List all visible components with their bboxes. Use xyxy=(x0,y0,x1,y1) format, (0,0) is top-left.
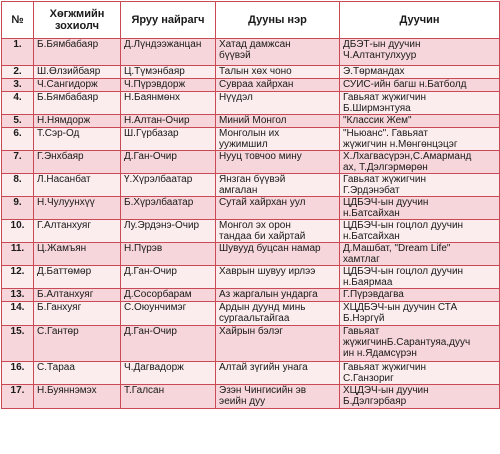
singer-cell-line: н.Батсайхан xyxy=(343,231,400,242)
singer-cell xyxy=(340,302,500,326)
singer-cell-line: Б.Дэлгэрбаяр xyxy=(343,396,407,407)
composer-cell-line: Б.Бямбабаяр xyxy=(37,39,99,50)
singer-cell-line: ДБЭТ-ын дуучин xyxy=(343,39,421,50)
composer-cell xyxy=(34,128,121,151)
poet-cell xyxy=(121,326,216,362)
composer-cell xyxy=(34,243,121,266)
table-row xyxy=(2,243,500,266)
singer-cell xyxy=(340,115,500,128)
singer-cell-line: ХЦДЭЧ-ын дуучин xyxy=(343,385,429,396)
composer-cell xyxy=(34,326,121,362)
poet-cell-line: Д.Ган-Очир xyxy=(124,266,177,277)
singer-cell-line: Гавьяат жүжигчин xyxy=(343,174,426,185)
composer-cell-line: Б.Алтанхуяг xyxy=(37,289,94,300)
singer-cell xyxy=(340,385,500,409)
poet-cell xyxy=(121,66,216,79)
row-number-cell: 2. xyxy=(2,66,34,79)
poet-cell-line: С.Оюунчимэг xyxy=(124,302,187,313)
composer-cell xyxy=(34,289,121,302)
header-poet: Яруу найрагч xyxy=(121,2,216,39)
table-row xyxy=(2,66,500,79)
poet-cell xyxy=(121,128,216,151)
singer-cell xyxy=(340,128,500,151)
singer-cell-line: ах, Т.Дэлгэрмөрөн xyxy=(343,162,428,173)
table-row xyxy=(2,302,500,326)
table-row xyxy=(2,115,500,128)
singer-cell-line: жүжигчинБ.Сарантуяа,дууч xyxy=(343,337,471,348)
table-row xyxy=(2,39,500,66)
singer-cell-line: "Ньюанс". Гавьяат xyxy=(343,128,428,139)
singer-cell-line: н.Батсайхан xyxy=(343,208,400,219)
singer-cell-line: хамтлаг xyxy=(343,254,380,265)
composer-cell xyxy=(34,197,121,220)
singer-cell xyxy=(340,326,500,362)
singer-cell-line: Ч.Алтантулхуур xyxy=(343,50,417,61)
poet-cell xyxy=(121,362,216,385)
poet-cell xyxy=(121,266,216,289)
song-title-cell-line: Сутай хайрхан уул xyxy=(219,197,306,208)
poet-cell-line: Ү.Хүрэлбаатар xyxy=(124,174,193,185)
header-composer: Хөгжмийн зохиолч xyxy=(34,2,121,39)
song-title-cell xyxy=(216,302,340,326)
row-number-cell: 14. xyxy=(2,302,34,326)
row-number-cell: 10. xyxy=(2,220,34,243)
song-title-cell xyxy=(216,243,340,266)
song-title-cell-line: Талын хөх чоно xyxy=(219,66,292,77)
singer-cell-line: ЦДБЭЧ-ын дуучин xyxy=(343,197,429,208)
poet-cell xyxy=(121,220,216,243)
singer-cell-line: Э.Төрмандах xyxy=(343,66,405,77)
singer-cell-line: СУИС-ийн багш н.Батболд xyxy=(343,79,467,90)
row-number-cell: 7. xyxy=(2,151,34,174)
song-title-cell xyxy=(216,266,340,289)
composer-cell-line: Н.Чулуунхүү xyxy=(37,197,95,208)
composer-cell-line: Л.Насанбат xyxy=(37,174,91,185)
composer-cell-line: Н.Нямдорж xyxy=(37,115,91,126)
singer-cell xyxy=(340,174,500,197)
row-number-cell: 9. xyxy=(2,197,34,220)
table-row xyxy=(2,362,500,385)
song-title-cell-line: Миний Монгол xyxy=(219,115,287,126)
table-row xyxy=(2,326,500,362)
composer-cell xyxy=(34,151,121,174)
singer-cell-line: Г.Пүрэвдагва xyxy=(343,289,404,300)
song-title-cell xyxy=(216,174,340,197)
poet-cell-line: Н.Баянмөнх xyxy=(124,92,181,103)
song-title-cell xyxy=(216,39,340,66)
poet-cell-line: Д.Лүндээжанцан xyxy=(124,39,202,50)
singer-cell-line: ЦДБЭЧ-ын гоцлол дуучин xyxy=(343,266,464,277)
poet-cell-line: Н.Алтан-Очир xyxy=(124,115,190,126)
singer-cell-line: Х.Лхагвасүрэн,С.Амарманд xyxy=(343,151,472,162)
song-title-cell xyxy=(216,128,340,151)
table-row xyxy=(2,92,500,115)
song-title-cell-line: сургаальтайгаа xyxy=(219,313,290,324)
poet-cell-line: Ц.Түмэнбаяр xyxy=(124,66,185,77)
composer-cell xyxy=(34,92,121,115)
song-title-cell-line: бүүвэй xyxy=(219,50,251,61)
composer-cell-line: Т.Сэр-Од xyxy=(37,128,80,139)
song-title-cell xyxy=(216,115,340,128)
singer-cell-line: Гавьяат жүжигчин xyxy=(343,362,426,373)
song-title-cell-line: Аз жаргалын ундарга xyxy=(219,289,318,300)
table-row xyxy=(2,128,500,151)
table-row xyxy=(2,220,500,243)
composer-cell xyxy=(34,266,121,289)
row-number-cell: 5. xyxy=(2,115,34,128)
row-number-cell: 17. xyxy=(2,385,34,409)
row-number-cell: 11. xyxy=(2,243,34,266)
composer-cell xyxy=(34,385,121,409)
composer-cell-line: Н.Буяннэмэх xyxy=(37,385,97,396)
singer-cell-line: Гавьяат xyxy=(343,326,380,337)
singer-cell xyxy=(340,197,500,220)
song-title-cell xyxy=(216,197,340,220)
poet-cell-line: Ш.Гүрбазар xyxy=(124,128,179,139)
singer-cell-line: Б.Ширмэнтуяа xyxy=(343,103,411,114)
poet-cell xyxy=(121,289,216,302)
poet-cell-line: Д.Ган-Очир xyxy=(124,326,177,337)
composer-cell-line: Б.Бямбабаяр xyxy=(37,92,99,103)
singer-cell xyxy=(340,151,500,174)
poet-cell xyxy=(121,39,216,66)
row-number-cell: 3. xyxy=(2,79,34,92)
composer-cell xyxy=(34,220,121,243)
singer-cell-line: ин н.Ядамсүрэн xyxy=(343,348,417,359)
header-singer: Дуучин xyxy=(340,2,500,39)
singer-cell-line: С.Ганзориг xyxy=(343,373,394,384)
song-title-cell-line: Монгол эх орон xyxy=(219,220,291,231)
table-row xyxy=(2,174,500,197)
composer-cell-line: С.Гантөр xyxy=(37,326,79,337)
song-title-cell-line: Нүүдэл xyxy=(219,92,253,103)
composer-cell xyxy=(34,79,121,92)
composer-cell-line: Б.Ганхуяг xyxy=(37,302,82,313)
poet-cell xyxy=(121,197,216,220)
song-title-cell-line: Шувууд буцсан намар xyxy=(219,243,321,254)
singer-cell-line: "Классик Жем" xyxy=(343,115,412,126)
song-title-cell xyxy=(216,385,340,409)
poet-cell-line: Т.Галсан xyxy=(124,385,165,396)
poet-cell-line: Ч.Пүрэвдорж xyxy=(124,79,186,90)
singer-cell-line: н.Баярмаа xyxy=(343,277,393,288)
composer-cell-line: С.Тараа xyxy=(37,362,75,373)
song-title-cell xyxy=(216,220,340,243)
poet-cell-line: Лу.Эрдэнэ-Очир xyxy=(124,220,200,231)
singer-cell-line: жүжигчин н.Мөнгөнцэцэг xyxy=(343,139,458,150)
song-title-cell xyxy=(216,289,340,302)
header-song-title: Дууны нэр xyxy=(216,2,340,39)
poet-cell xyxy=(121,151,216,174)
composer-cell-line: Г.Энхбаяр xyxy=(37,151,84,162)
singer-cell xyxy=(340,243,500,266)
poet-cell-line: Д.Сосорбарам xyxy=(124,289,192,300)
singer-cell xyxy=(340,92,500,115)
poet-cell-line: Ч.Дагвадорж xyxy=(124,362,184,373)
table-row xyxy=(2,79,500,92)
table-row xyxy=(2,289,500,302)
song-title-cell-line: эеийн дуу xyxy=(219,396,266,407)
singer-cell-line: ЦДБЭЧ-ын гоцлол дуучин xyxy=(343,220,464,231)
row-number-cell: 13. xyxy=(2,289,34,302)
singer-cell-line: Б.Нэргүй xyxy=(343,313,385,324)
composer-cell-line: Г.Алтанхуяг xyxy=(37,220,91,231)
song-title-cell xyxy=(216,362,340,385)
singer-cell xyxy=(340,79,500,92)
singer-cell-line: Д.Машбат, "Dream Life" xyxy=(343,243,451,254)
poet-cell xyxy=(121,92,216,115)
song-title-cell-line: Хатад дамжсан xyxy=(219,39,291,50)
singer-cell-line: ХЦДБЭЧ-ын дуучин СТА xyxy=(343,302,458,313)
song-title-cell xyxy=(216,92,340,115)
song-title-cell-line: Ардын дуунд минь xyxy=(219,302,306,313)
singer-cell xyxy=(340,39,500,66)
table-row xyxy=(2,385,500,409)
song-title-cell-line: Алтай зүгийн унага xyxy=(219,362,308,373)
poet-cell xyxy=(121,243,216,266)
singer-cell xyxy=(340,266,500,289)
poet-cell-line: Н.Пүрэв xyxy=(124,243,163,254)
table-row xyxy=(2,266,500,289)
poet-cell xyxy=(121,174,216,197)
song-title-cell-line: Янзган бүүвэй xyxy=(219,174,286,185)
row-number-cell: 8. xyxy=(2,174,34,197)
composer-cell xyxy=(34,174,121,197)
singer-cell-line: Г.Эрдэнэбат xyxy=(343,185,400,196)
composer-cell-line: Ш.Өлзийбаяр xyxy=(37,66,101,77)
song-title-cell-line: уужимшил xyxy=(219,139,268,150)
song-title-cell xyxy=(216,326,340,362)
composer-cell xyxy=(34,66,121,79)
composer-cell-line: Д.Баттөмөр xyxy=(37,266,92,277)
song-title-cell-line: Хайрын бэлэг xyxy=(219,326,283,337)
song-title-cell xyxy=(216,79,340,92)
row-number-cell: 1. xyxy=(2,39,34,66)
song-title-cell xyxy=(216,151,340,174)
row-number-cell: 4. xyxy=(2,92,34,115)
poet-cell xyxy=(121,79,216,92)
song-title-cell-line: Эзэн Чингисийн эв xyxy=(219,385,307,396)
poet-cell-line: Д.Ган-Очир xyxy=(124,151,177,162)
header-row xyxy=(2,2,500,39)
poet-cell xyxy=(121,302,216,326)
row-number-cell: 15. xyxy=(2,326,34,362)
composer-cell xyxy=(34,362,121,385)
poet-cell-line: Б.Хүрэлбаатар xyxy=(124,197,194,208)
header-number: № xyxy=(2,2,34,39)
composer-cell-line: Ц.Жамъян xyxy=(37,243,87,254)
song-title-cell-line: амгалан xyxy=(219,185,258,196)
singer-cell xyxy=(340,220,500,243)
table-row xyxy=(2,151,500,174)
table-row xyxy=(2,197,500,220)
composer-cell xyxy=(34,302,121,326)
song-title-cell-line: Монголын их xyxy=(219,128,280,139)
composer-cell-line: Ч.Сангидорж xyxy=(37,79,98,90)
song-title-cell-line: Сувраа хайрхан xyxy=(219,79,294,90)
singer-cell xyxy=(340,289,500,302)
row-number-cell: 12. xyxy=(2,266,34,289)
row-number-cell: 6. xyxy=(2,128,34,151)
singer-cell-line: Гавьяат жүжигчин xyxy=(343,92,426,103)
song-title-cell-line: Хаврын шувуу ирлээ xyxy=(219,266,316,277)
singer-cell xyxy=(340,362,500,385)
row-number-cell: 16. xyxy=(2,362,34,385)
composer-cell xyxy=(34,39,121,66)
song-title-cell xyxy=(216,66,340,79)
songs-table xyxy=(1,1,500,409)
poet-cell xyxy=(121,115,216,128)
singer-cell xyxy=(340,66,500,79)
composer-cell xyxy=(34,115,121,128)
song-title-cell-line: тандаа би хайртай xyxy=(219,231,306,242)
song-title-cell-line: Нууц товчоо мину xyxy=(219,151,302,162)
table-body xyxy=(2,39,500,409)
poet-cell xyxy=(121,385,216,409)
